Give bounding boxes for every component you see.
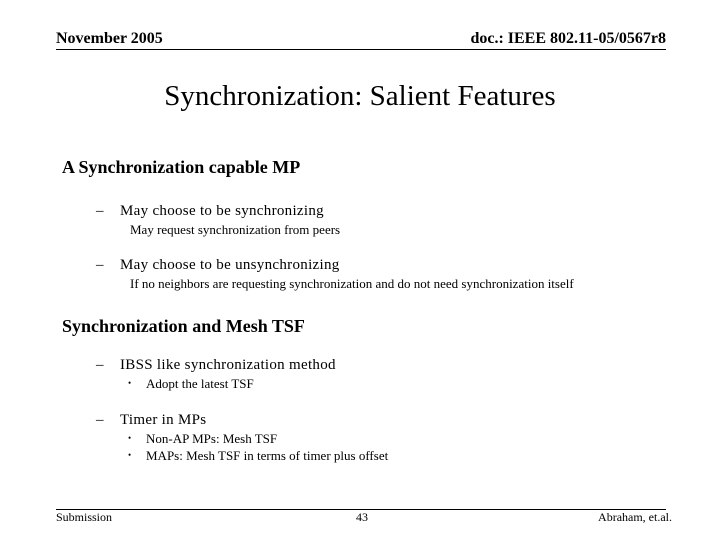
section-heading-sync-capable-mp: A Synchronization capable MP [62,157,301,177]
bullet-item-maps [128,448,388,464]
list-item-sync-choose [96,203,324,220]
list-item-ibss-method [96,357,336,374]
list-item-text: May choose to be synchronizing [120,203,324,219]
dash-marker: – [96,357,104,373]
bullet-icon: • [128,378,132,388]
section-heading-mesh-tsf: Synchronization and Mesh TSF [62,316,305,336]
list-item-unsync-choose [96,257,340,274]
bullet-icon: • [128,433,132,443]
header-doc-id: doc.: IEEE 802.11-05/0567r8 [470,30,666,47]
header-date: November 2005 [56,30,163,47]
bullet-text: Non-AP MPs: Mesh TSF [146,431,278,446]
footer-page-number: 43 [356,510,368,524]
list-item-text: IBSS like synchronization method [120,357,336,373]
footer-submission: Submission [56,510,113,524]
list-item-timer-mps [96,412,206,429]
bullet-item-adopt-tsf [128,376,254,392]
footer-author: Abraham, et.al. [598,510,672,524]
slide-title: Synchronization: Salient Features [164,80,556,112]
list-item-text: Timer in MPs [120,412,207,428]
dash-marker: – [96,257,104,273]
header-rule [56,49,666,50]
list-item-text: May choose to be unsynchronizing [120,257,340,273]
sub-item-no-neighbors: If no neighbors are requesting synchronization and do not need synchronization itself [130,276,574,291]
bullet-item-non-ap-mps [128,431,277,447]
bullet-icon: • [128,450,132,460]
bullet-text: MAPs: Mesh TSF in terms of timer plus offset [146,448,389,463]
bullet-text: Adopt the latest TSF [146,376,254,391]
dash-marker: – [96,412,104,428]
sub-item-request-sync: May request synchronization from peers [130,222,341,237]
dash-marker: – [96,203,104,219]
